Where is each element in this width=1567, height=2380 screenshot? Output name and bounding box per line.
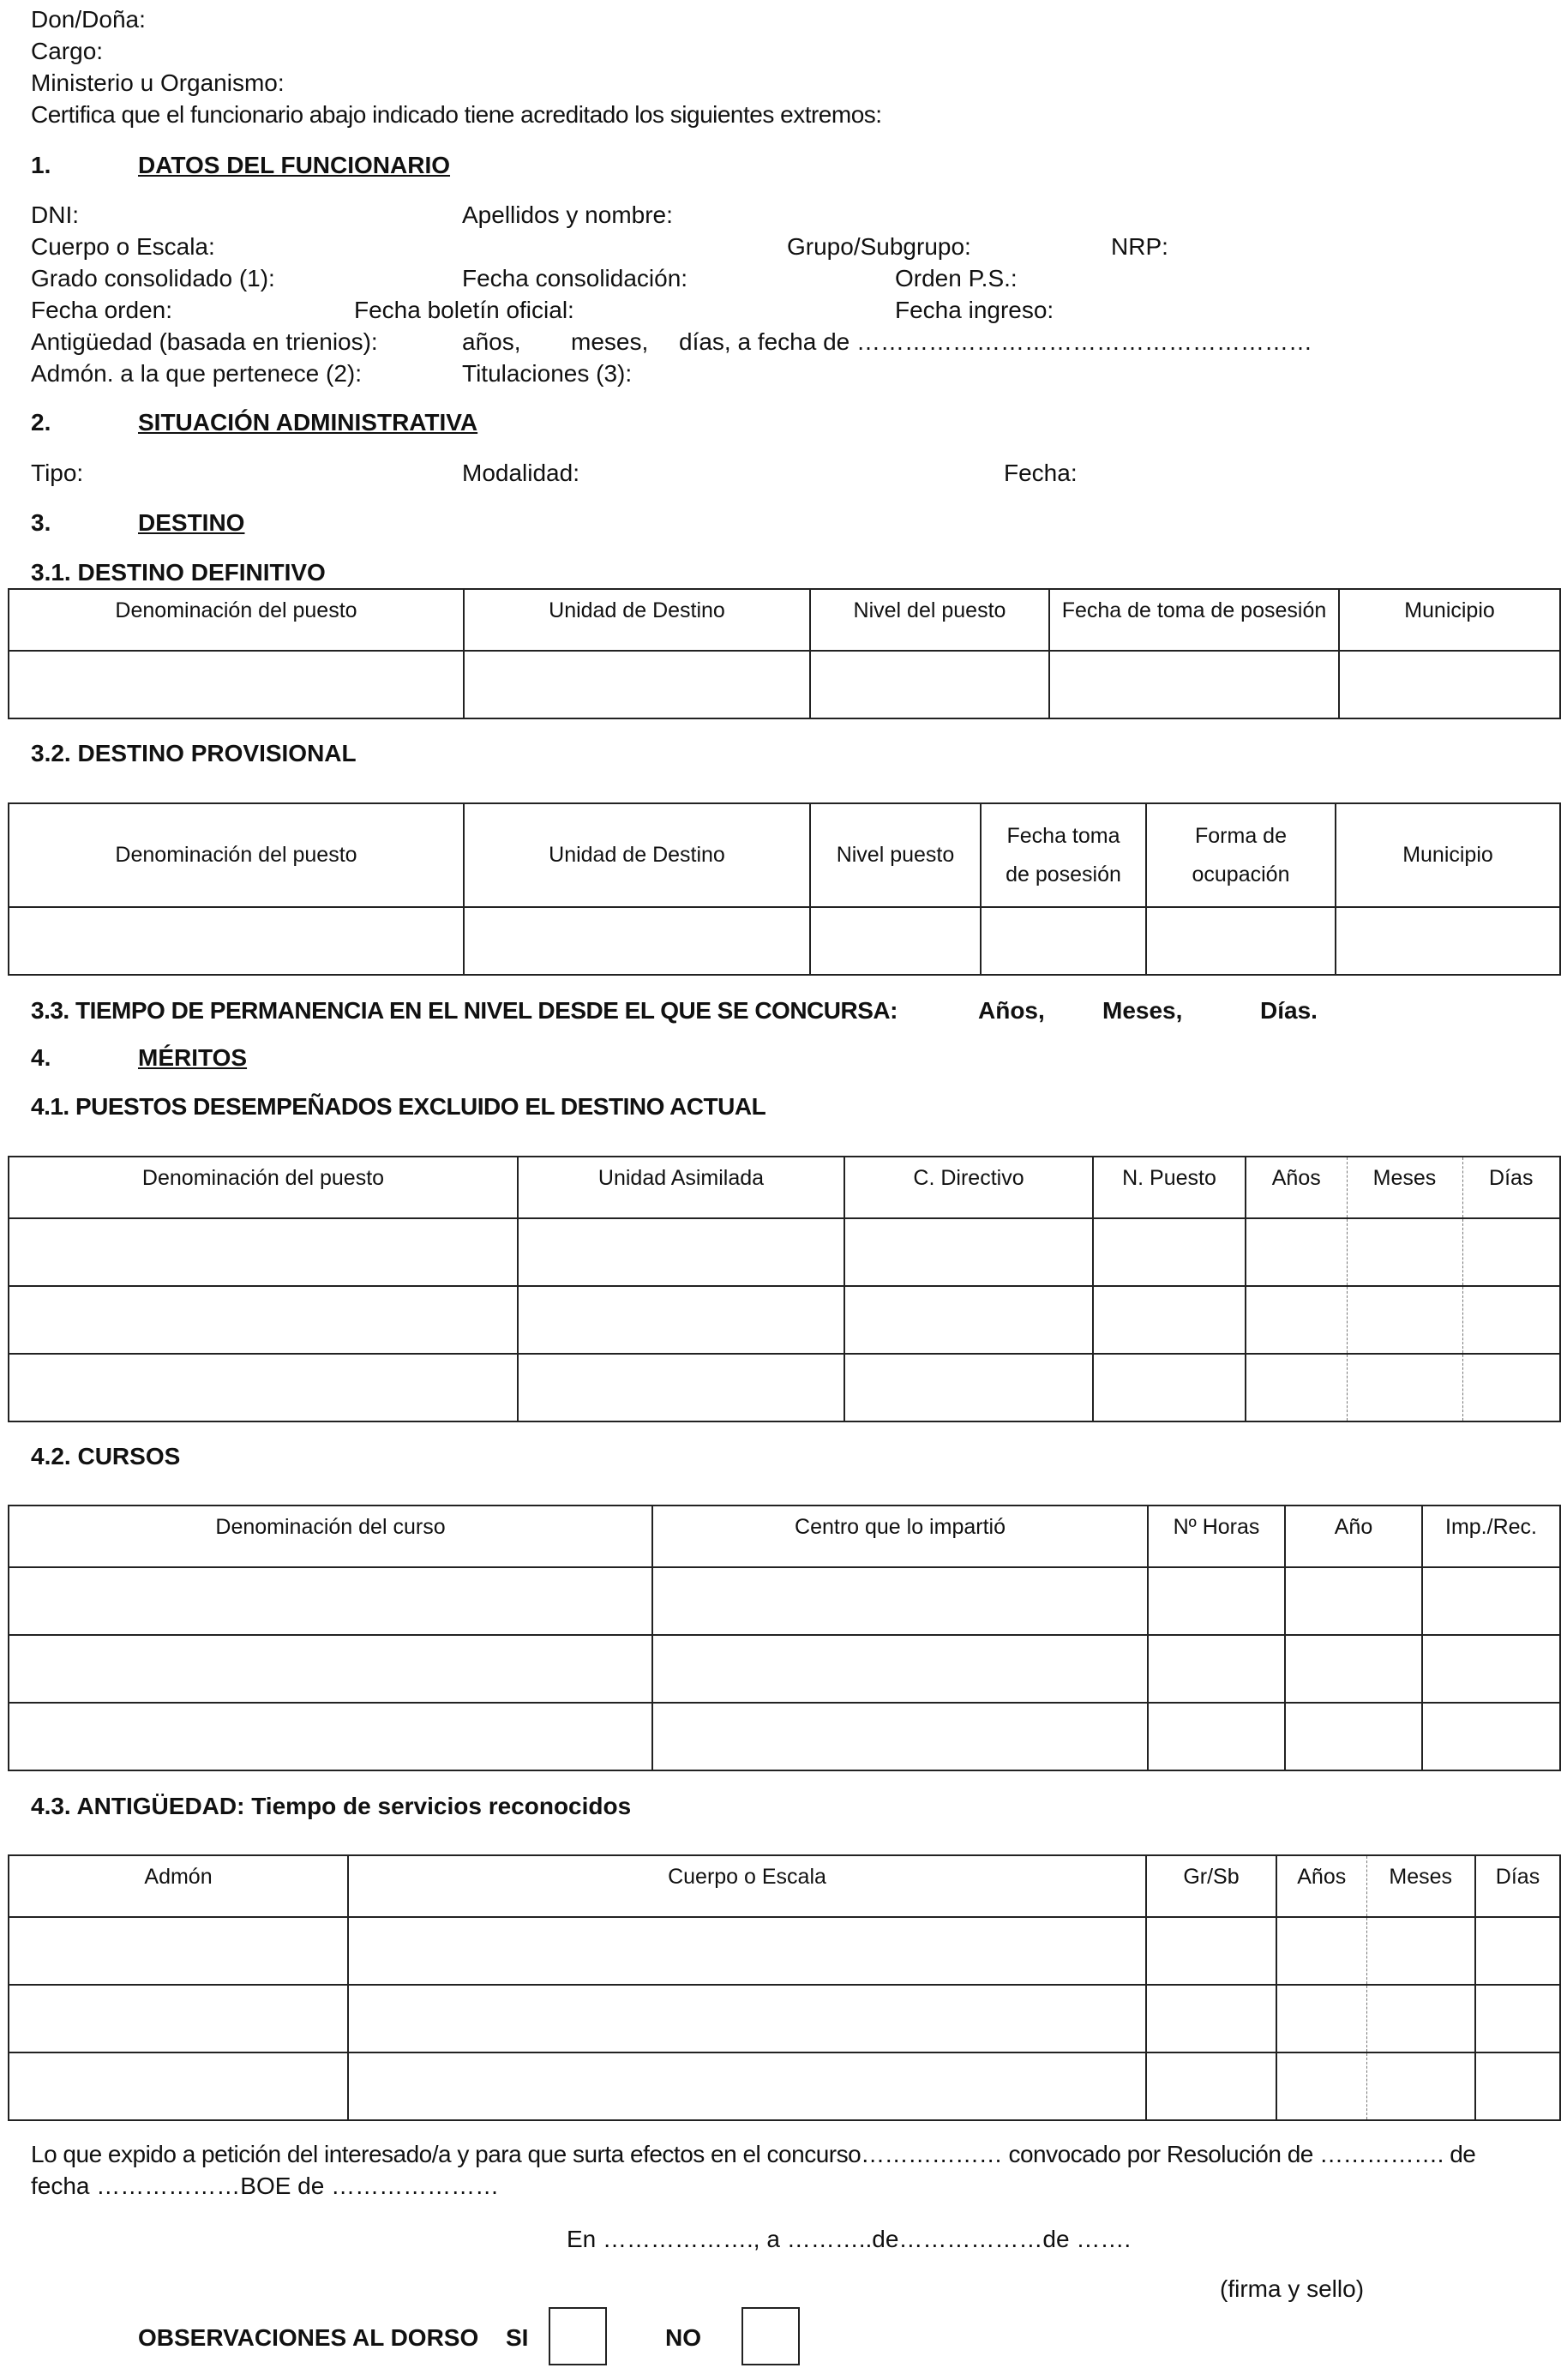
cursos-table xyxy=(8,1505,1561,1771)
table-row xyxy=(9,1354,1560,1421)
entry-cell[interactable] xyxy=(1276,1917,1366,1985)
modalidad-label: Modalidad: xyxy=(462,460,579,486)
cuerpo-escala-label: Cuerpo o Escala: xyxy=(31,233,215,260)
header-cell: Nivel puesto xyxy=(810,803,981,907)
antiguedad-label: Antigüedad (basada en trienios): xyxy=(31,328,378,355)
header-cell: Imp./Rec. xyxy=(1422,1506,1560,1567)
entry-cell[interactable] xyxy=(518,1218,844,1286)
entry-cell[interactable] xyxy=(1049,651,1339,718)
entry-cell[interactable] xyxy=(1093,1218,1246,1286)
dias-fecha-label: días, a fecha de ………………………………………………… xyxy=(679,328,1313,355)
header-cell xyxy=(981,803,1146,907)
entry-cell[interactable] xyxy=(9,1635,652,1703)
entry-cell[interactable] xyxy=(844,1354,1093,1421)
destino-definitivo-title: 3.1. DESTINO DEFINITIVO xyxy=(31,559,326,586)
section4-title: MÉRITOS xyxy=(138,1044,248,1071)
entry-cell[interactable] xyxy=(1366,1917,1475,1985)
certifica-text: Certifica que el funcionario abajo indicado tiene acreditado los siguientes extremos: xyxy=(31,101,882,128)
entry-cell[interactable] xyxy=(9,2052,348,2120)
destino-definitivo-table xyxy=(8,588,1561,719)
header-cell: Admón xyxy=(9,1855,348,1917)
anos-label: años, xyxy=(462,328,521,355)
table-row xyxy=(9,1985,1560,2052)
entry-cell[interactable] xyxy=(1366,2052,1475,2120)
header-cell: Días xyxy=(1475,1855,1560,1917)
header-cell: N. Puesto xyxy=(1093,1157,1246,1218)
entry-cell[interactable] xyxy=(1093,1354,1246,1421)
table-row xyxy=(9,1703,1560,1770)
header-cell: Años xyxy=(1276,1855,1366,1917)
header-cell: Unidad de Destino xyxy=(464,803,810,907)
section3-title: DESTINO xyxy=(138,509,245,536)
meses-label: meses, xyxy=(571,328,649,355)
entry-cell[interactable] xyxy=(348,1985,1146,2052)
table-row xyxy=(9,2052,1560,2120)
entry-cell[interactable] xyxy=(9,1985,348,2052)
header-cell: Meses xyxy=(1347,1157,1462,1218)
puestos-desempenados-table xyxy=(8,1156,1561,1422)
header-cell: Meses xyxy=(1366,1855,1475,1917)
entry-cell[interactable] xyxy=(1462,1354,1560,1421)
entry-cell[interactable] xyxy=(1339,651,1560,718)
entry-cell[interactable] xyxy=(652,1635,1148,1703)
tipo-label: Tipo: xyxy=(31,460,84,486)
entry-cell[interactable] xyxy=(1285,1567,1422,1635)
table-row xyxy=(9,1286,1560,1354)
entry-cell[interactable] xyxy=(1347,1354,1462,1421)
no-label: NO xyxy=(665,2324,701,2351)
cursos-title: 4.2. CURSOS xyxy=(31,1443,181,1469)
antiguedad-servicios-table xyxy=(8,1854,1561,2121)
header-cell: Municipio xyxy=(1336,803,1560,907)
table-header-row xyxy=(9,803,1560,907)
header-cell: Denominación del puesto xyxy=(9,589,464,651)
entry-cell[interactable] xyxy=(844,1218,1093,1286)
grupo-subgrupo-label: Grupo/Subgrupo: xyxy=(787,233,971,260)
don-dona-label: Don/Doña: xyxy=(31,6,146,33)
table-header-row xyxy=(9,1855,1560,1917)
section4-number: 4. xyxy=(31,1044,51,1071)
entry-cell[interactable] xyxy=(1285,1635,1422,1703)
entry-cell[interactable] xyxy=(9,651,464,718)
header-cell: Nº Horas xyxy=(1148,1506,1285,1567)
dni-label: DNI: xyxy=(31,201,79,228)
section2-number: 2. xyxy=(31,409,51,436)
entry-cell[interactable] xyxy=(518,1286,844,1354)
entry-cell[interactable] xyxy=(1146,2052,1276,2120)
entry-cell[interactable] xyxy=(981,907,1146,975)
section3-number: 3. xyxy=(31,509,51,536)
fecha-consolidacion-label: Fecha consolidación: xyxy=(462,265,688,291)
lugar-fecha-line: En ………………., a ………..de………………de ……. xyxy=(567,2226,1132,2252)
header-cell: Unidad Asimilada xyxy=(518,1157,844,1218)
entry-cell[interactable] xyxy=(518,1354,844,1421)
entry-cell[interactable] xyxy=(9,1703,652,1770)
permanencia-dias-label: Días. xyxy=(1260,997,1318,1024)
table-header-row xyxy=(9,589,1560,651)
apellidos-label: Apellidos y nombre: xyxy=(462,201,673,228)
header-cell: Centro que lo impartió xyxy=(652,1506,1148,1567)
si-checkbox[interactable] xyxy=(549,2307,607,2365)
firma-sello-label: (firma y sello) xyxy=(1220,2275,1365,2302)
entry-cell[interactable] xyxy=(1246,1218,1347,1286)
entry-cell[interactable] xyxy=(1347,1218,1462,1286)
entry-cell[interactable] xyxy=(1148,1567,1285,1635)
entry-cell[interactable] xyxy=(1276,1985,1366,2052)
entry-cell[interactable] xyxy=(1475,1985,1560,2052)
table-row xyxy=(9,1635,1560,1703)
puestos-desempenados-title: 4.1. PUESTOS DESEMPEÑADOS EXCLUIDO EL DESTINO ACTUAL xyxy=(31,1093,766,1120)
tiempo-permanencia-title: 3.3. TIEMPO DE PERMANENCIA EN EL NIVEL DESDE EL QUE SE CONCURSA: xyxy=(31,997,898,1024)
header-cell: Municipio xyxy=(1339,589,1560,651)
header-cell: Denominación del puesto xyxy=(9,803,464,907)
entry-cell[interactable] xyxy=(810,651,1049,718)
entry-cell[interactable] xyxy=(348,2052,1146,2120)
entry-cell[interactable] xyxy=(9,1286,518,1354)
entry-cell[interactable] xyxy=(1148,1635,1285,1703)
antiguedad-servicios-title: 4.3. ANTIGÜEDAD: Tiempo de servicios reconocidos xyxy=(31,1793,632,1819)
fecha-ingreso-label: Fecha ingreso: xyxy=(895,297,1054,323)
titulaciones-label: Titulaciones (3): xyxy=(462,360,633,387)
entry-cell[interactable] xyxy=(1422,1635,1560,1703)
section1-number: 1. xyxy=(31,152,51,178)
section2-title: SITUACIÓN ADMINISTRATIVA xyxy=(138,409,478,436)
fecha-situacion-label: Fecha: xyxy=(1004,460,1078,486)
expido-text-line2: fecha ………………BOE de ………………… xyxy=(31,2173,500,2199)
header-cell: Nivel del puesto xyxy=(810,589,1049,651)
entry-cell[interactable] xyxy=(1475,2052,1560,2120)
admon-label: Admón. a la que pertenece (2): xyxy=(31,360,363,387)
entry-cell[interactable] xyxy=(1246,1286,1347,1354)
header-cell xyxy=(1146,803,1336,907)
entry-cell[interactable] xyxy=(652,1703,1148,1770)
entry-cell[interactable] xyxy=(1366,1985,1475,2052)
entry-cell[interactable] xyxy=(844,1286,1093,1354)
destino-provisional-title: 3.2. DESTINO PROVISIONAL xyxy=(31,740,357,766)
cargo-label: Cargo: xyxy=(31,38,104,64)
header-cell: C. Directivo xyxy=(844,1157,1093,1218)
no-checkbox[interactable] xyxy=(741,2307,800,2365)
header-cell: Año xyxy=(1285,1506,1422,1567)
fecha-toma-line2: de posesión xyxy=(1006,862,1121,886)
table-row xyxy=(9,1567,1560,1635)
header-cell: Cuerpo o Escala xyxy=(348,1855,1146,1917)
header-cell: Fecha de toma de posesión xyxy=(1049,589,1339,651)
header-cell: Denominación del puesto xyxy=(9,1157,518,1218)
entry-cell[interactable] xyxy=(1462,1286,1560,1354)
entry-cell[interactable] xyxy=(9,1567,652,1635)
entry-cell[interactable] xyxy=(1148,1703,1285,1770)
expido-text-line1: Lo que expido a petición del interesado/a y para que surta efectos en el concurso……………… convocado por Resolución de ……………. de xyxy=(31,2141,1476,2167)
entry-cell[interactable] xyxy=(1276,2052,1366,2120)
header-cell: Denominación del curso xyxy=(9,1506,652,1567)
table-row xyxy=(9,1218,1560,1286)
observaciones-label: OBSERVACIONES AL DORSO xyxy=(138,2324,479,2351)
ministerio-label: Ministerio u Organismo: xyxy=(31,69,285,96)
si-label: SI xyxy=(506,2324,529,2351)
forma-ocupacion-line1: Forma de xyxy=(1195,823,1287,848)
fecha-boletin-label: Fecha boletín oficial: xyxy=(354,297,574,323)
entry-cell[interactable] xyxy=(464,907,810,975)
header-cell: Unidad de Destino xyxy=(464,589,810,651)
grado-consolidado-label: Grado consolidado (1): xyxy=(31,265,275,291)
destino-provisional-table xyxy=(8,802,1561,976)
section1-title: DATOS DEL FUNCIONARIO xyxy=(138,152,451,178)
entry-cell[interactable] xyxy=(9,1218,518,1286)
entry-cell[interactable] xyxy=(1422,1567,1560,1635)
entry-cell[interactable] xyxy=(1146,1917,1276,1985)
entry-cell[interactable] xyxy=(652,1567,1148,1635)
fecha-toma-line1: Fecha toma xyxy=(1006,823,1120,848)
entry-cell[interactable] xyxy=(1285,1703,1422,1770)
orden-ps-label: Orden P.S.: xyxy=(895,265,1018,291)
entry-cell[interactable] xyxy=(9,1917,348,1985)
entry-cell[interactable] xyxy=(9,1354,518,1421)
permanencia-meses-label: Meses, xyxy=(1102,997,1183,1024)
header-cell: Días xyxy=(1462,1157,1560,1218)
entry-cell[interactable] xyxy=(9,907,464,975)
forma-ocupacion-line2: ocupación xyxy=(1192,862,1290,886)
table-header-row xyxy=(9,1157,1560,1218)
entry-cell[interactable] xyxy=(1093,1286,1246,1354)
entry-cell[interactable] xyxy=(1422,1703,1560,1770)
entry-cell[interactable] xyxy=(1246,1354,1347,1421)
entry-cell[interactable] xyxy=(1146,907,1336,975)
header-cell: Años xyxy=(1246,1157,1347,1218)
table-row xyxy=(9,1917,1560,1985)
table-row xyxy=(9,651,1560,718)
table-header-row xyxy=(9,1506,1560,1567)
permanencia-anos-label: Años, xyxy=(978,997,1045,1024)
fecha-orden-label: Fecha orden: xyxy=(31,297,172,323)
entry-cell[interactable] xyxy=(1462,1218,1560,1286)
entry-cell[interactable] xyxy=(348,1917,1146,1985)
entry-cell[interactable] xyxy=(464,651,810,718)
entry-cell[interactable] xyxy=(1347,1286,1462,1354)
entry-cell[interactable] xyxy=(1146,1985,1276,2052)
entry-cell[interactable] xyxy=(1475,1917,1560,1985)
entry-cell[interactable] xyxy=(1336,907,1560,975)
entry-cell[interactable] xyxy=(810,907,981,975)
header-cell: Gr/Sb xyxy=(1146,1855,1276,1917)
table-row xyxy=(9,907,1560,975)
nrp-label: NRP: xyxy=(1111,233,1168,260)
